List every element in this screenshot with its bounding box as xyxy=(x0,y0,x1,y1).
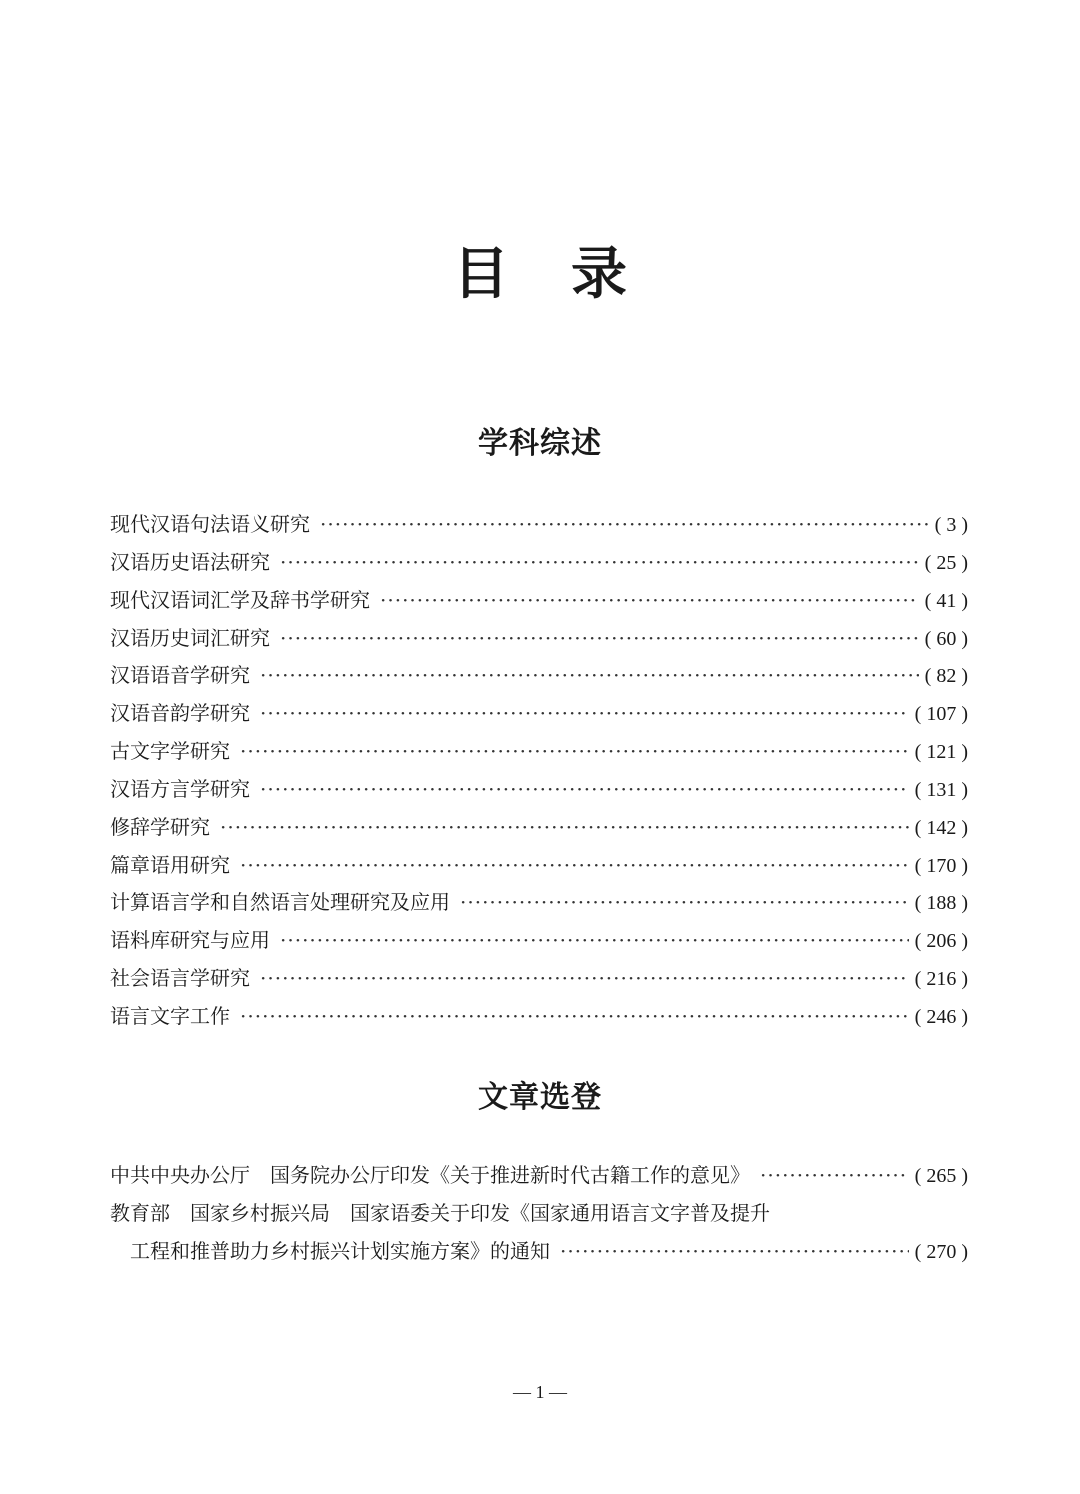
toc-entry[interactable] xyxy=(110,922,968,960)
toc-leader-dots xyxy=(380,582,919,620)
toc-entry[interactable] xyxy=(110,809,968,847)
toc-leader-dots xyxy=(260,695,909,733)
toc-leader-dots xyxy=(260,657,919,695)
toc-entry-page: ( 121 ) xyxy=(914,741,968,764)
toc-entry-page: ( 270 ) xyxy=(914,1240,968,1263)
toc-entry-title: 修辞学研究 xyxy=(110,814,210,839)
toc-entry-page: ( 246 ) xyxy=(914,1005,968,1028)
toc-entry[interactable] xyxy=(110,506,968,544)
toc-entry-title: 汉语音韵学研究 xyxy=(110,701,250,726)
toc-entry[interactable] xyxy=(110,733,968,771)
page-number: — 1 — xyxy=(513,1382,567,1402)
toc-entry-title: 古文字学研究 xyxy=(110,739,230,764)
toc-entry[interactable] xyxy=(110,771,968,809)
toc-entry-page: ( 188 ) xyxy=(914,892,968,915)
toc-entry-title: 语言文字工作 xyxy=(110,1003,230,1028)
toc-entry[interactable] xyxy=(110,884,968,922)
toc-entry-page: ( 265 ) xyxy=(914,1165,968,1187)
toc-leader-dots xyxy=(220,809,909,847)
toc-leader-dots xyxy=(240,733,909,771)
toc-entry-title: 中共中央办公厅 国务院办公厅印发《关于推进新时代古籍工作的意见》 xyxy=(110,1163,750,1187)
toc-entry[interactable] xyxy=(110,1195,968,1233)
toc-entry-title: 语料库研究与应用 xyxy=(110,928,270,953)
toc-leader-dots xyxy=(240,998,909,1036)
toc-leader-dots xyxy=(280,544,919,582)
toc-leader-dots xyxy=(760,1157,909,1195)
toc-entry-title: 社会语言学研究 xyxy=(110,966,250,991)
toc-entry[interactable] xyxy=(110,695,968,733)
toc-entry-page: ( 216 ) xyxy=(914,968,968,991)
toc-entry[interactable] xyxy=(110,847,968,885)
page-title: 目录 xyxy=(453,242,689,307)
toc-entry-title: 教育部 国家乡村振兴局 国家语委关于印发《国家通用语言文字普及提升 xyxy=(110,1200,770,1225)
toc-entry-page: ( 25 ) xyxy=(924,551,968,574)
toc-entry-page: ( 170 ) xyxy=(914,854,968,877)
toc-entry[interactable] xyxy=(110,582,968,620)
toc-entry[interactable] xyxy=(110,544,968,582)
toc-leader-dots xyxy=(280,620,919,658)
toc-entry-title: 工程和推普助力乡村振兴计划实施方案》的通知 xyxy=(130,1238,550,1263)
toc-entry-page: ( 82 ) xyxy=(924,665,968,688)
toc-leader-dots xyxy=(260,960,909,998)
toc-entry-title: 汉语历史语法研究 xyxy=(110,549,270,574)
toc-entry-title: 汉语历史词汇研究 xyxy=(110,625,270,650)
toc-leader-dots xyxy=(460,884,909,922)
toc-entry-page: ( 131 ) xyxy=(914,778,968,801)
toc-entry[interactable] xyxy=(110,1157,968,1195)
toc-entry-page: ( 60 ) xyxy=(924,627,968,650)
toc-entry-page: ( 41 ) xyxy=(924,589,968,612)
toc-entry-page: ( 206 ) xyxy=(914,930,968,953)
toc-entry-page: ( 107 ) xyxy=(914,703,968,726)
toc-entry[interactable] xyxy=(110,620,968,658)
toc-leader-dots xyxy=(560,1233,909,1271)
toc-entry-title: 现代汉语词汇学及辞书学研究 xyxy=(110,587,370,612)
toc-entry[interactable] xyxy=(110,998,968,1036)
toc-leader-dots xyxy=(320,506,929,544)
section-heading-survey: 学科综述 xyxy=(478,426,602,461)
toc-leader-dots xyxy=(280,922,909,960)
toc-entry-continuation[interactable] xyxy=(110,1233,968,1271)
toc-entry-title: 汉语语音学研究 xyxy=(110,663,250,688)
toc-list-survey xyxy=(110,506,968,1036)
toc-entry[interactable] xyxy=(110,657,968,695)
toc-entry-page: ( 3 ) xyxy=(934,514,968,536)
toc-entry-title: 汉语方言学研究 xyxy=(110,776,250,801)
toc-entry-page: ( 142 ) xyxy=(914,816,968,839)
toc-entry[interactable] xyxy=(110,960,968,998)
toc-leader-dots xyxy=(240,847,909,885)
toc-list-articles xyxy=(110,1157,968,1271)
toc-entry-title: 现代汉语句法语义研究 xyxy=(110,512,310,536)
toc-leader-dots xyxy=(260,771,909,809)
section-heading-articles: 文章选登 xyxy=(478,1080,602,1115)
toc-entry-title: 计算语言学和自然语言处理研究及应用 xyxy=(110,890,450,915)
toc-entry-title: 篇章语用研究 xyxy=(110,852,230,877)
